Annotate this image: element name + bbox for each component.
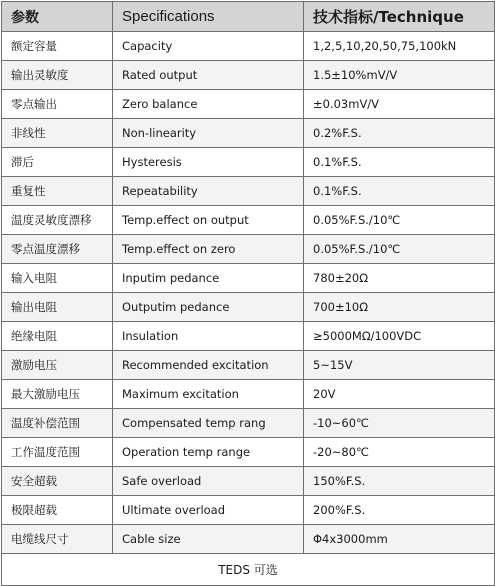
param-name-en: Non-linearity [113, 119, 304, 148]
param-name-en: Repeatability [113, 177, 304, 206]
table-row [2, 351, 495, 380]
param-value: -10~60℃ [304, 409, 495, 438]
param-value: 0.1%F.S. [304, 177, 495, 206]
param-name-cn: 工作温度范围 [2, 438, 113, 467]
param-value: 5~15V [304, 351, 495, 380]
param-name-en: Outputim pedance [113, 293, 304, 322]
param-name-cn: 温度灵敏度漂移 [2, 206, 113, 235]
param-name-en: Temp.effect on output [113, 206, 304, 235]
table-row [2, 467, 495, 496]
param-value: 0.1%F.S. [304, 148, 495, 177]
table-row [2, 525, 495, 554]
table-header-row [2, 2, 495, 32]
param-name-cn: 输入电阻 [2, 264, 113, 293]
param-name-cn: 温度补偿范围 [2, 409, 113, 438]
param-name-cn: 绝缘电阻 [2, 322, 113, 351]
table-row [2, 264, 495, 293]
param-value: ≥5000MΩ/100VDC [304, 322, 495, 351]
param-name-cn: 重复性 [2, 177, 113, 206]
param-name-en: Operation temp range [113, 438, 304, 467]
table-footer-row [2, 554, 495, 586]
param-value: 1.5±10%mV/V [304, 61, 495, 90]
param-value: 1,2,5,10,20,50,75,100kN [304, 32, 495, 61]
header-parameter: 参数 [2, 2, 113, 32]
param-name-cn: 非线性 [2, 119, 113, 148]
table-row [2, 148, 495, 177]
param-name-cn: 极限超载 [2, 496, 113, 525]
param-name-cn: 最大激励电压 [2, 380, 113, 409]
param-value: 0.2%F.S. [304, 119, 495, 148]
table-row [2, 90, 495, 119]
param-name-cn: 零点温度漂移 [2, 235, 113, 264]
param-name-en: Temp.effect on zero [113, 235, 304, 264]
param-name-cn: 零点输出 [2, 90, 113, 119]
param-value: 0.05%F.S./10℃ [304, 235, 495, 264]
param-name-cn: 输出灵敏度 [2, 61, 113, 90]
table-row [2, 206, 495, 235]
table-row [2, 409, 495, 438]
param-name-cn: 安全超载 [2, 467, 113, 496]
table-row [2, 61, 495, 90]
param-name-en: Capacity [113, 32, 304, 61]
param-value: 0.05%F.S./10℃ [304, 206, 495, 235]
param-name-en: Maximum excitation [113, 380, 304, 409]
table-row [2, 119, 495, 148]
param-name-cn: 滞后 [2, 148, 113, 177]
param-name-en: Ultimate overload [113, 496, 304, 525]
param-name-cn: 电缆线尺寸 [2, 525, 113, 554]
param-name-en: Insulation [113, 322, 304, 351]
teds-option-note: TEDS 可选 [2, 554, 495, 586]
table-row [2, 32, 495, 61]
param-name-en: Compensated temp rang [113, 409, 304, 438]
param-value: 20V [304, 380, 495, 409]
param-name-en: Inputim pedance [113, 264, 304, 293]
table-row [2, 322, 495, 351]
param-name-en: Hysteresis [113, 148, 304, 177]
param-value: 700±10Ω [304, 293, 495, 322]
table-row [2, 496, 495, 525]
param-name-en: Rated output [113, 61, 304, 90]
table-row [2, 380, 495, 409]
header-specifications: Specifications [113, 2, 304, 32]
table-row [2, 177, 495, 206]
table-row [2, 438, 495, 467]
param-name-cn: 额定容量 [2, 32, 113, 61]
header-technique: 技术指标/Technique [304, 2, 495, 32]
table-row [2, 235, 495, 264]
param-name-cn: 输出电阻 [2, 293, 113, 322]
param-name-en: Recommended excitation [113, 351, 304, 380]
table-row [2, 293, 495, 322]
param-name-en: Safe overload [113, 467, 304, 496]
param-name-cn: 激励电压 [2, 351, 113, 380]
param-value: Φ4x3000mm [304, 525, 495, 554]
param-name-en: Zero balance [113, 90, 304, 119]
param-value: -20~80℃ [304, 438, 495, 467]
specifications-table [1, 1, 495, 586]
param-value: 150%F.S. [304, 467, 495, 496]
param-value: ±0.03mV/V [304, 90, 495, 119]
param-name-en: Cable size [113, 525, 304, 554]
param-value: 780±20Ω [304, 264, 495, 293]
param-value: 200%F.S. [304, 496, 495, 525]
